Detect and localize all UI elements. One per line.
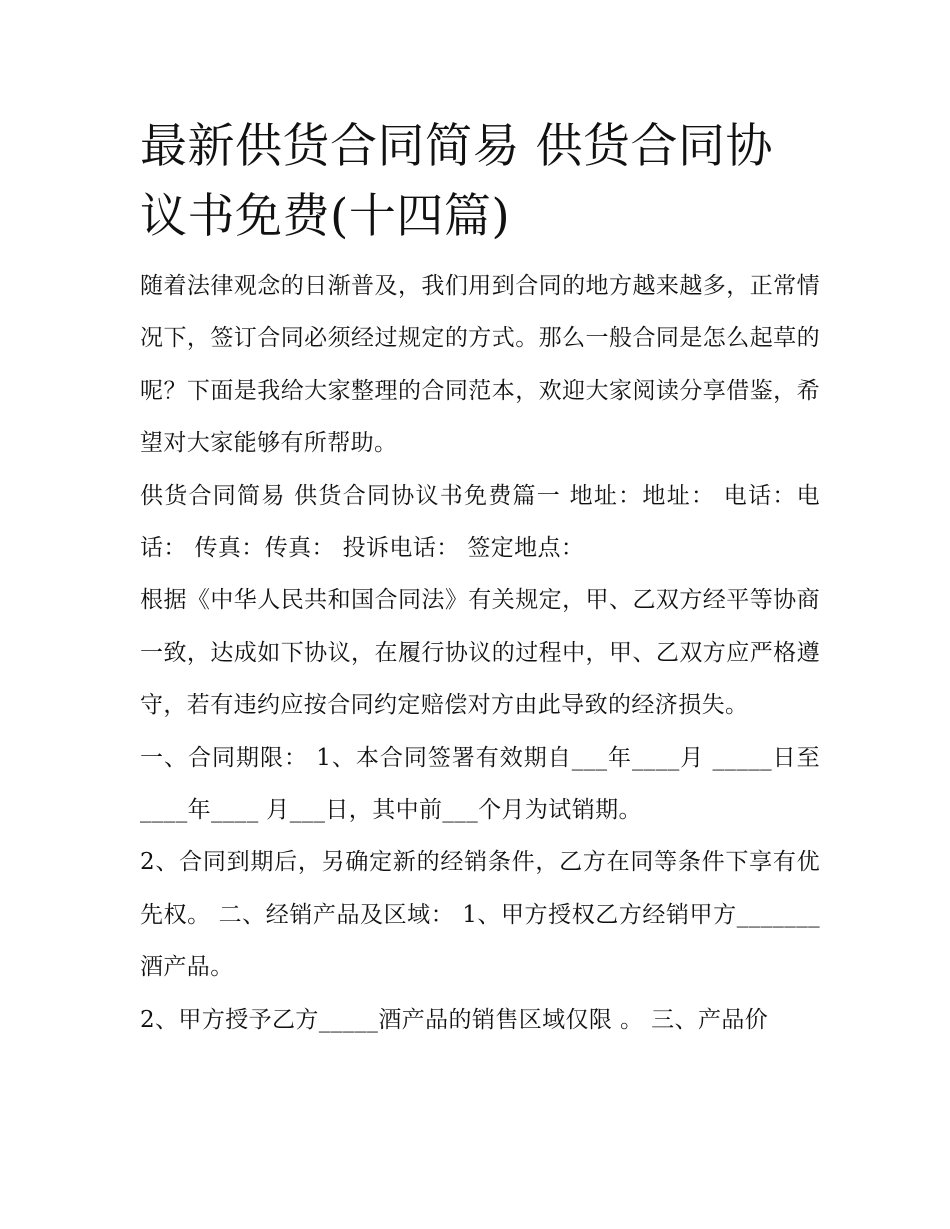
contact-info-paragraph: 供货合同简易 供货合同协议书免费篇一 地址：地址： 电话：电话： 传真：传真： 投诉电话： 签定地点： bbox=[140, 482, 820, 562]
contract-term-paragraph: 一、合同期限： 1、本合同签署有效期自___年____月 _____日至____年____ 月___日，其中前___个月为试销期。 bbox=[140, 744, 820, 824]
sales-region-paragraph: 2、甲方授予乙方_____酒产品的销售区域仅限 。 三、产品价 bbox=[140, 1006, 769, 1033]
renewal-and-products-paragraph: 2、合同到期后，另确定新的经销条件，乙方在同等条件下享有优先权。 二、经销产品及区域： 1、甲方授权乙方经销甲方_______酒产品。 bbox=[140, 849, 820, 981]
document-page bbox=[140, 112, 820, 1046]
intro-paragraph: 随着法律观念的日渐普及，我们用到合同的地方越来越多，正常情况下，签订合同必须经过规定的方式。那么一般合同是怎么起草的呢？下面是我给大家整理的合同范本，欢迎大家阅读分享借鉴，希望对大家能够有所帮助。 bbox=[140, 273, 820, 457]
legal-basis-paragraph: 根据《中华人民共和国合同法》有关规定，甲、乙双方经平等协商一致，达成如下协议，在履行协议的过程中，甲、乙双方应严格遵守，若有违约应按合同约定赔偿对方由此导致的经济损失。 bbox=[140, 587, 820, 719]
document-title: 最新供货合同简易 供货合同协议书免费(十四篇) bbox=[140, 119, 773, 244]
